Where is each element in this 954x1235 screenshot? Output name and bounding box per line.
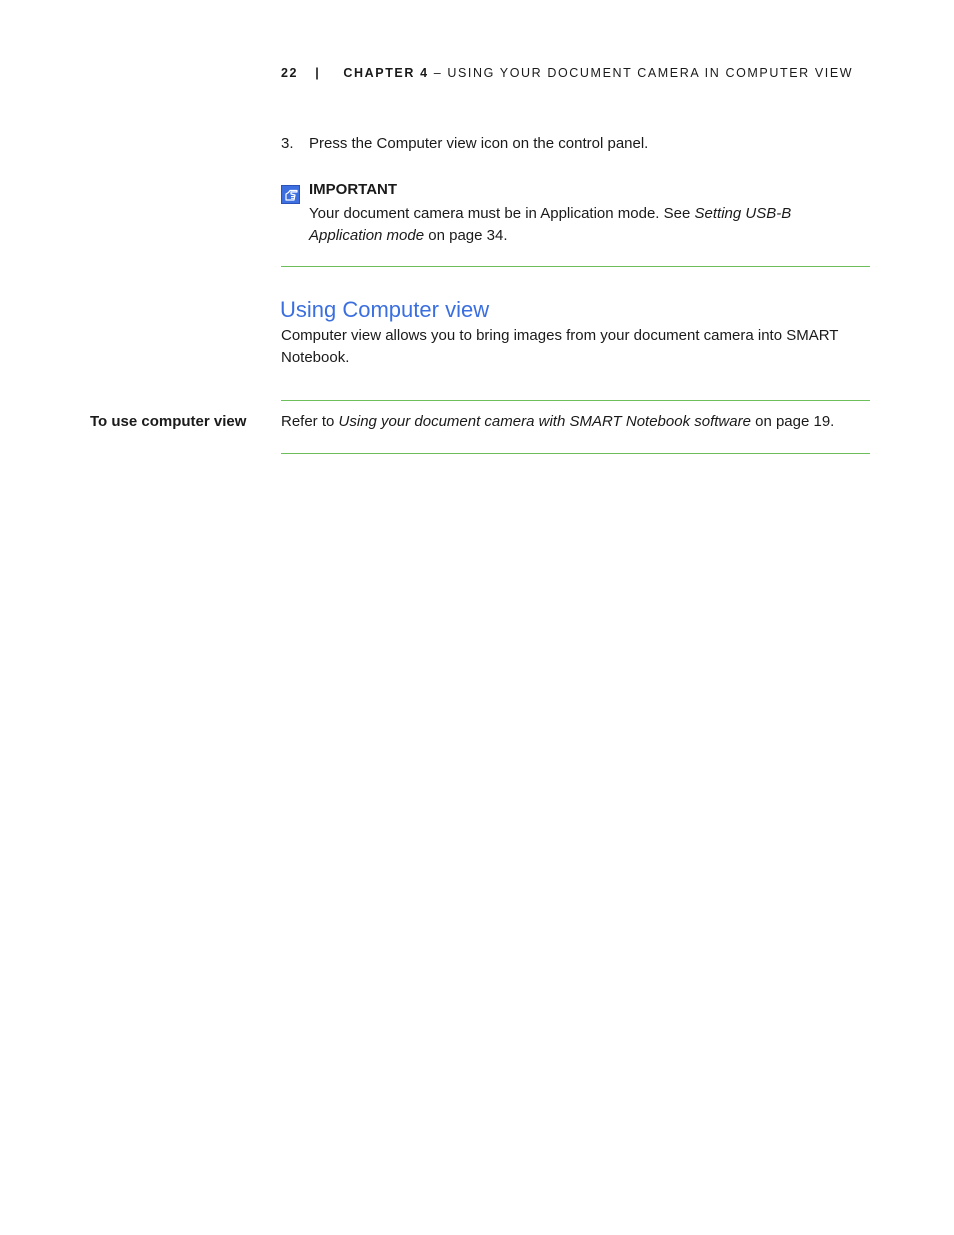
procedure-text-after: on page 19.	[750, 413, 835, 430]
step-number: 3.	[281, 135, 294, 152]
step-item	[281, 135, 648, 152]
note-title: IMPORTANT	[309, 181, 398, 198]
page-number: 22	[281, 66, 299, 80]
procedure-text-before: Refer to	[281, 413, 339, 430]
chapter-title: – USING YOUR DOCUMENT CAMERA IN COMPUTER VIEW	[433, 66, 854, 80]
section-intro: Computer view allows you to bring images from your document camera into SMART Notebook.	[281, 327, 839, 366]
divider	[281, 400, 870, 401]
note-body	[309, 203, 849, 247]
note-text-before: Your document camera must be in Application mode. See	[309, 205, 695, 222]
step-text: Press the Computer view icon on the control panel.	[309, 135, 649, 152]
running-header	[281, 66, 853, 80]
procedure-body	[281, 413, 834, 430]
note-link[interactable]: Setting USB-B Application mode	[309, 205, 792, 244]
divider	[281, 453, 870, 454]
section-heading: Using Computer view	[280, 297, 490, 322]
procedure-link[interactable]: Using your document camera with SMART Notebook software	[338, 413, 751, 430]
chapter-label: CHAPTER 4	[343, 66, 429, 80]
header-separator: |	[315, 66, 321, 80]
divider	[281, 266, 870, 267]
procedure-label: To use computer view	[90, 413, 247, 430]
pointing-hand-icon	[281, 185, 300, 204]
note-text-after: on page 34.	[424, 227, 508, 244]
